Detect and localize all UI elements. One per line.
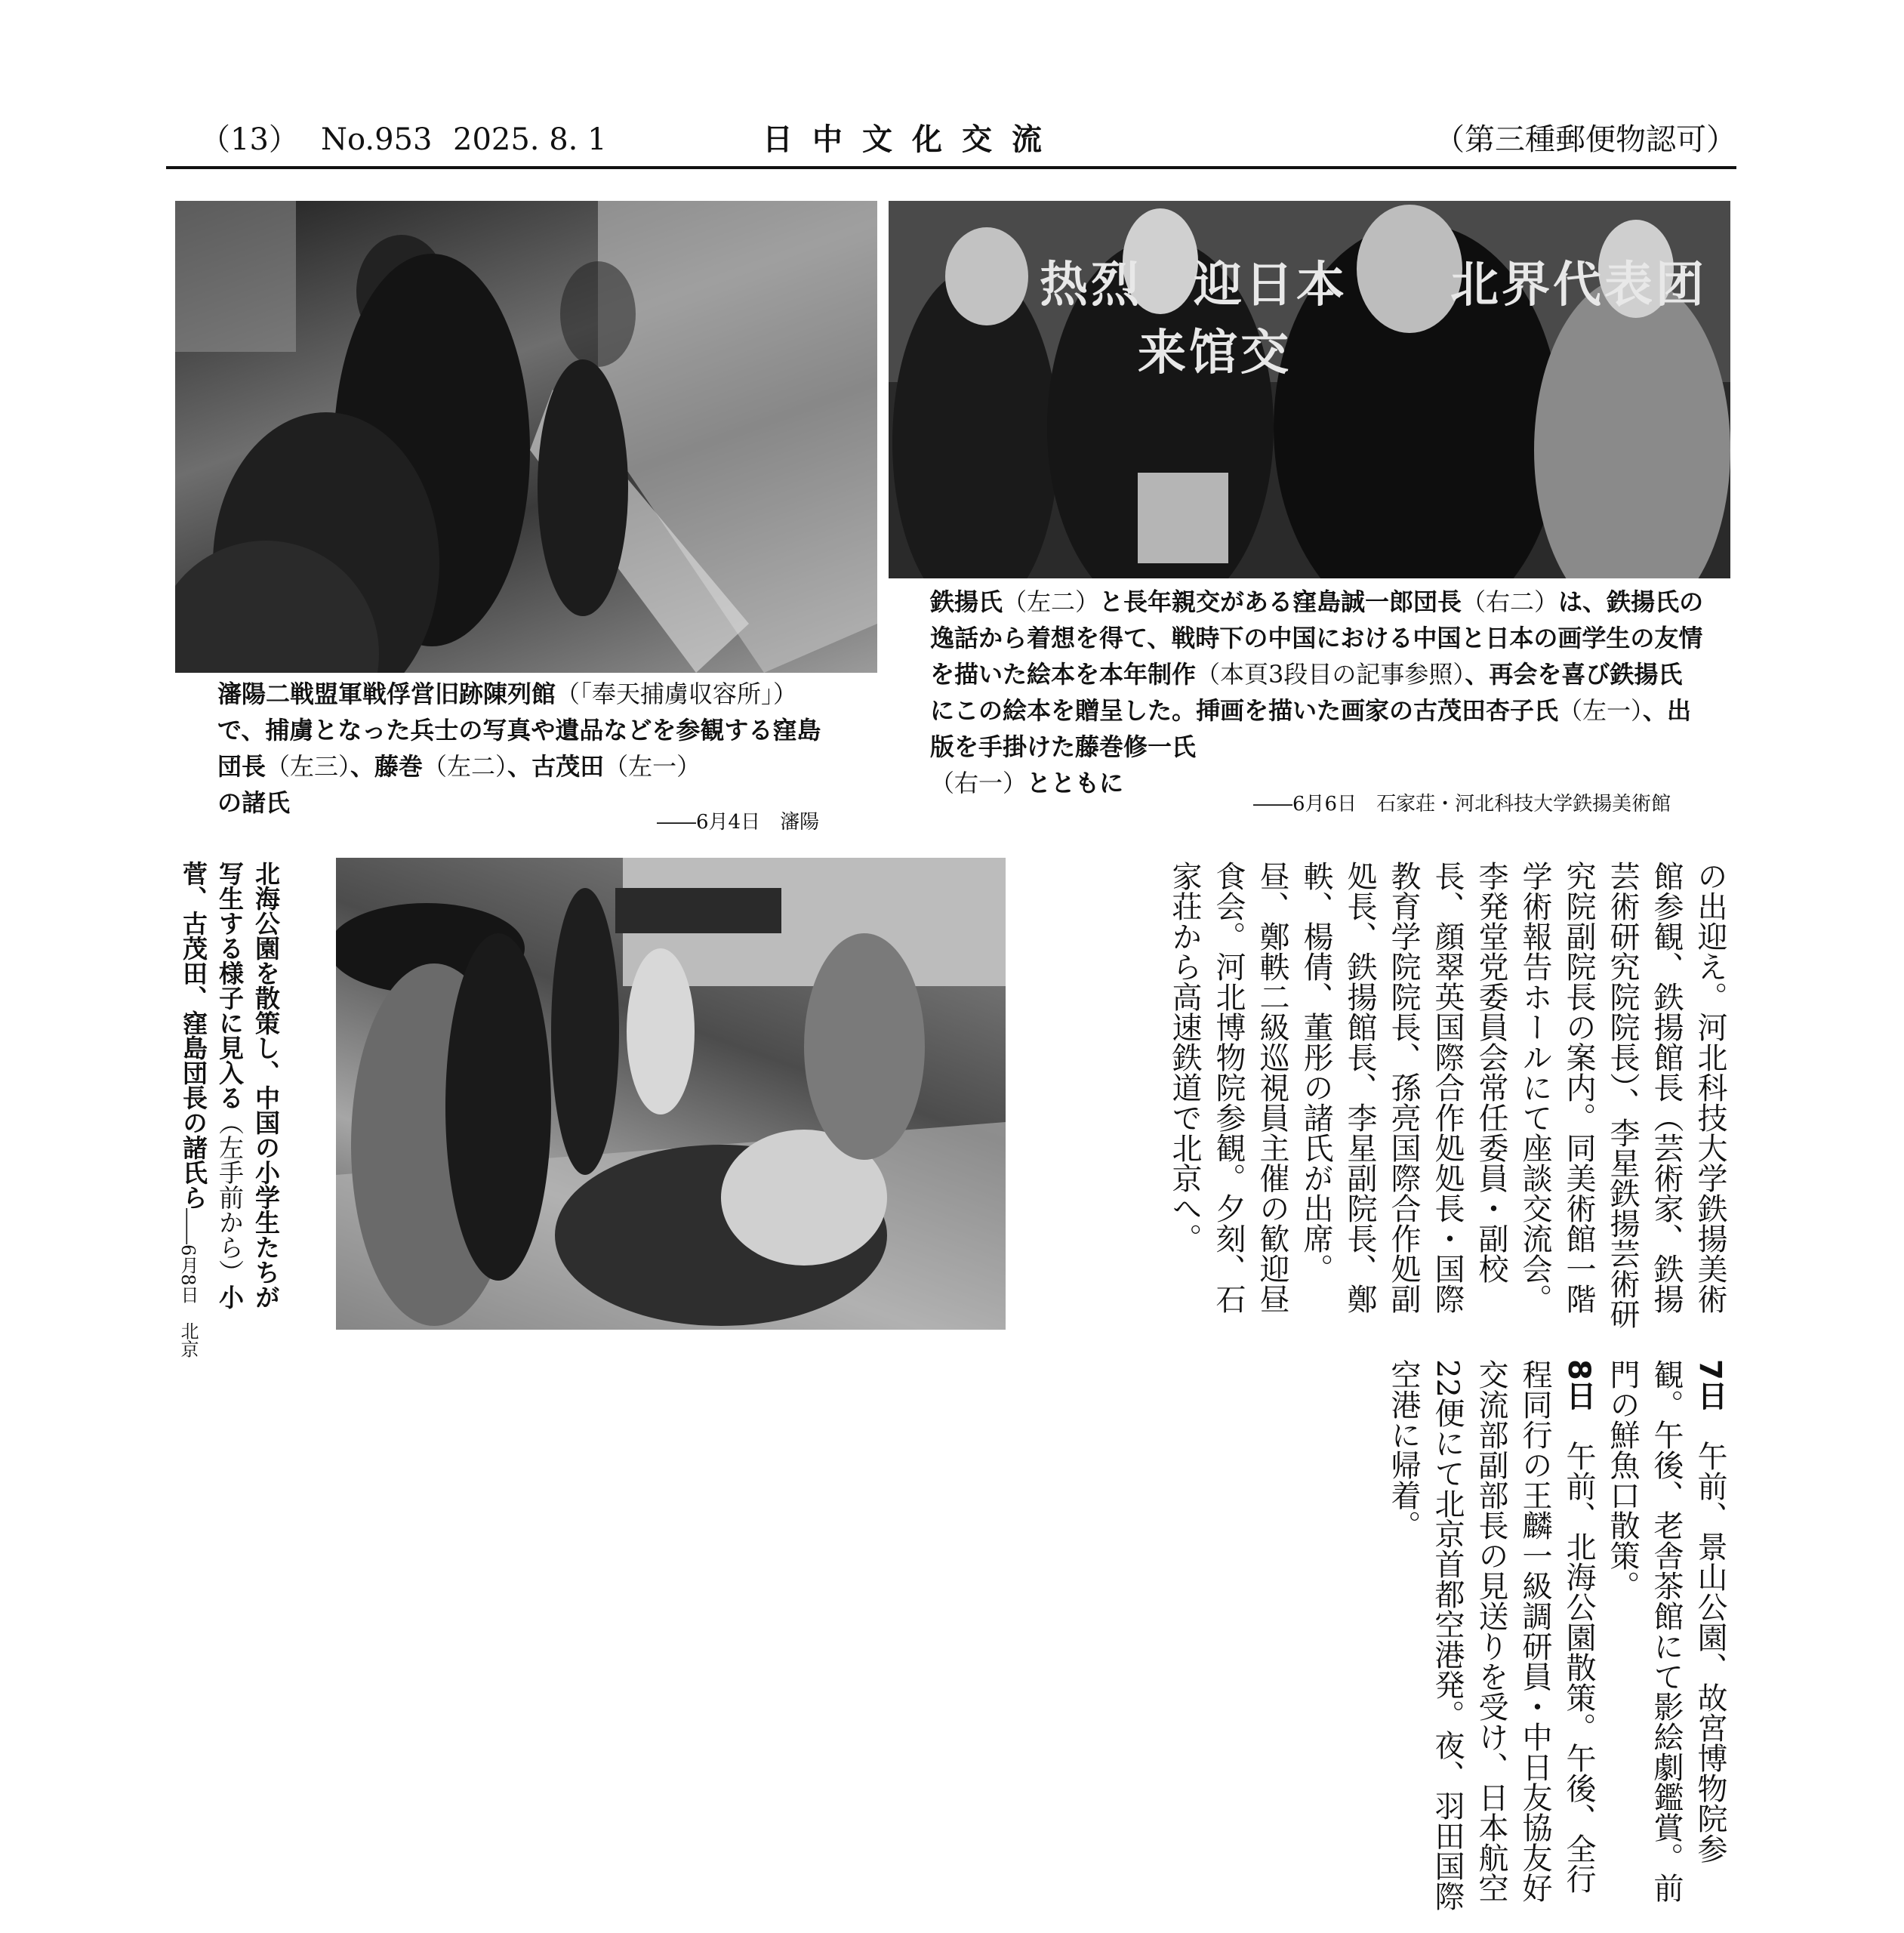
day-text: 午前、北海公園散策。午後、全行程同行の王麟一級調研員・中日友協友好交流部副部長の見送りを受け、日本航空22便にて北京首都空港発。夜、羽田国際空港に帰着。 — [1386, 1359, 1596, 1911]
caption-text: 、藤巻 — [350, 752, 424, 781]
header-rule — [166, 166, 1736, 169]
caption-photo-museum — [217, 676, 844, 821]
caption-text: （左一） — [1558, 696, 1644, 725]
photo-museum-exhibit — [175, 201, 877, 673]
page-header — [166, 121, 1736, 166]
caption-text: で、捕虜となった兵士の写真や遺品などを参観する窪島団長 — [217, 716, 821, 781]
caption-text: と長年親交がある窪島誠一郎団長 — [1099, 587, 1462, 616]
issue-number: No.953 — [321, 122, 433, 157]
photo-beihai-park-image — [336, 858, 1006, 1330]
page-number: （13） — [200, 122, 299, 157]
day-text: 午前、景山公園、故宮博物院参観。午後、老舎茶館にて影絵劇鑑賞。前門の鮮魚口散策。 — [1605, 1359, 1727, 1903]
day-label: 8日 — [1561, 1359, 1596, 1410]
caption-credit-beihai: ――6月8日 北京 — [177, 1208, 199, 1358]
photo-book-presentation — [889, 201, 1730, 578]
caption-credit-museum: ――6月4日 瀋陽 — [657, 811, 820, 834]
caption-text: （左手前から） — [215, 1110, 245, 1284]
caption-text: （左二） — [1003, 587, 1100, 616]
caption-text: （右二） — [1462, 587, 1559, 616]
caption-text: 、古茂田 — [507, 752, 605, 781]
caption-text: 瀋陽二戦盟軍戦俘営旧跡陳列館 — [217, 680, 556, 708]
caption-text: 鉄揚氏 — [930, 587, 1003, 616]
welcome-banner-line1: 热烈 迎日本 北界代表团 — [1040, 257, 1707, 313]
photo-beihai-park — [336, 858, 1006, 1330]
postal-permit: （第三種郵便物認可） — [1434, 122, 1736, 157]
day-label: 7日 — [1693, 1359, 1727, 1410]
caption-text: （本頁3段目の記事参照） — [1196, 660, 1465, 689]
caption-text: （右一） — [930, 769, 1027, 797]
caption-text: （左三） — [266, 752, 351, 781]
caption-text: は、鉄揚氏の逸話から着想を得て、戦時下の中国における中国と日本の画学生の友情を描いた絵本を本年制作 — [930, 587, 1704, 689]
caption-text: とともに — [1027, 769, 1124, 797]
issue-date: 2025. 8. 1 — [453, 122, 607, 157]
caption-text: （「奉天捕虜収容所」） — [556, 680, 798, 708]
article-body-upper: の出迎え。河北科技大学鉄揚美術館参観、鉄揚館長（芸術家、鉄揚芸術研究院院長）、李星鉄揚芸術研究院副院長の案内。同美術館一階学術報告ホールにて座談交流会。李発堂党委員会常任委員・副校長、顔翠英国際合作処処長・国際教育学院院長、孫亮国際合作処副処長、鉄揚館長、李星副院長、鄭軼、楊倩、董彤の諸氏が出席。昼、鄭軼二級巡視員主催の歓迎昼食会。河北博物院参観。夕刻、石家荘から高速鉄道で北京へ。 — [1167, 861, 1727, 1329]
caption-photo-presentation — [930, 584, 1704, 801]
caption-text: （左一） — [604, 752, 701, 781]
caption-text: 北海公園を散策し、中国の小学生たちが写生する様子に見入る — [215, 861, 281, 1309]
caption-text: 小菅、古茂田、窪島団長の諸氏ら — [179, 861, 245, 1309]
caption-text: 、再会を喜び鉄揚氏にこの絵本を贈呈した。挿画を描いた画家の古茂田杏子氏 — [930, 660, 1683, 725]
caption-credit-presentation: ――6月6日 石家荘・河北科技大学鉄揚美術館 — [1253, 793, 1671, 815]
caption-text: （左二） — [423, 752, 508, 781]
caption-text: 、出版を手掛けた藤巻修一氏 — [930, 696, 1692, 761]
newspaper-title: 日中文化交流 — [763, 122, 1061, 157]
welcome-banner-line2: 来馆交 — [1138, 325, 1292, 381]
caption-text: の諸氏 — [217, 788, 291, 817]
photo-museum-exhibit-image — [175, 201, 877, 673]
article-body-lower — [1382, 1359, 1732, 1918]
